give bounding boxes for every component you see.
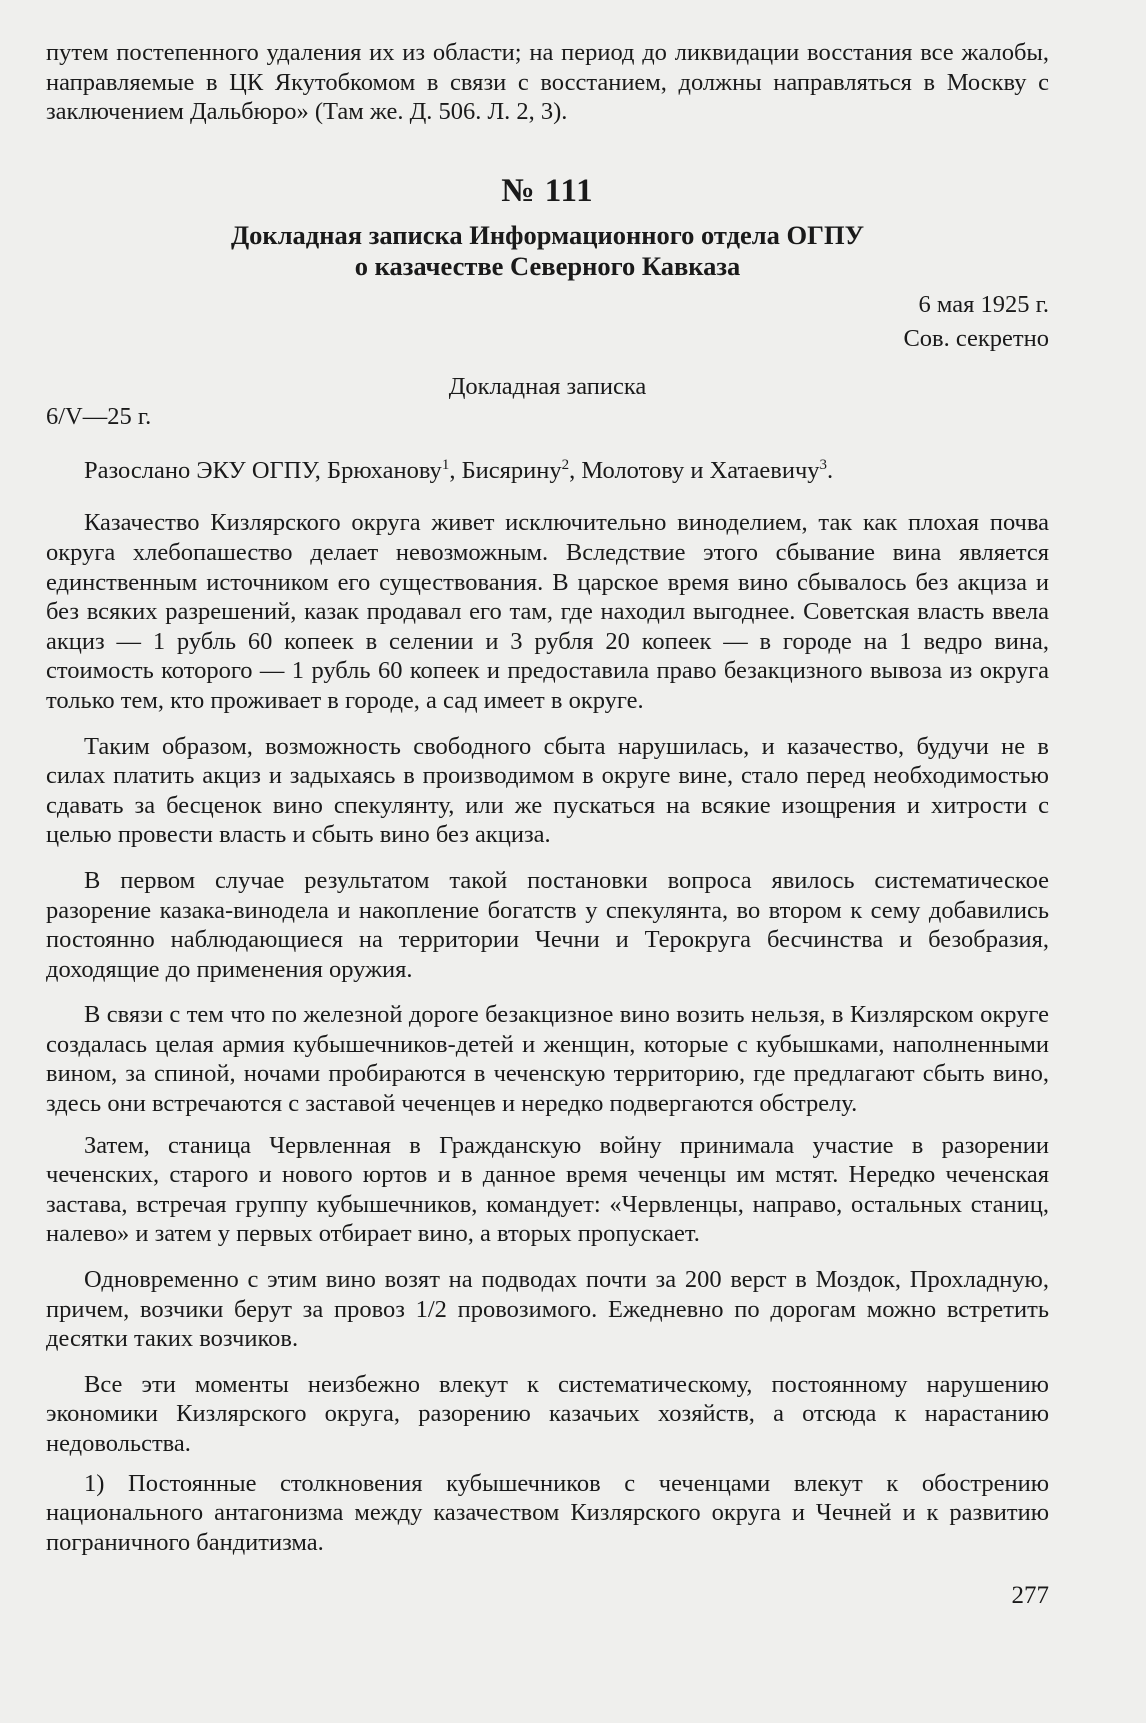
distribution-suffix: . — [827, 457, 834, 485]
distribution-prefix: Разослано ЭКУ ОГПУ, Брюханову — [84, 457, 442, 485]
paragraph: Казачество Кизлярского округа живет исключительно виноделием, так как плохая почва округа хлебопашество делает невозможным. Вследствие этого сбывание вина является единственным источником его существования. В царское время вино сбывалось без акциза и без всяких разрешений, казак продавал его там, где находил выгоднее. Советская власть ввела акциз — 1 рубль 60 копеек в селении и 3 рубля 20 копеек — в городе на 1 ведро вина, стоимость которого — 1 рубль 60 копеек и предоставила право безакцизного вывоза из округа только тем, кто проживает в городе, а сад имеет в округе. — [46, 509, 1049, 714]
distribution-mid-2: , Молотову и Хатаевичу — [569, 457, 820, 485]
paragraph: В первом случае результатом такой постановки вопроса явилось систематическое разорение казака-винодела и накопление богатств у спекулянта, во втором к сему добавились постоянно наблюдающиеся на территории Чечни и Терокруга бесчинства и безобразия, доходящие до применения оружия. — [46, 866, 1049, 983]
document-title — [46, 220, 1049, 282]
paragraph: Таким образом, возможность свободного сбыта нарушилась, и казачество, будучи не в силах платить акциз и задыхаясь в производимом в округе вине, стало перед необходимостью сдавать за бесценок вино спекулянту, или же пускаться на всякие изощрения и хитрости с целью провести власть и сбыть вино без акциза. — [46, 732, 1049, 849]
document-number: № 111 — [501, 172, 594, 209]
subtitle: Докладная записка — [448, 373, 647, 401]
short-date: 6/V—25 г. — [46, 403, 152, 431]
secrecy-stamp: Сов. секретно — [903, 325, 1049, 353]
footnote-ref-2: 2 — [561, 457, 570, 474]
document-title-line-2: о казачестве Северного Кавказа — [354, 251, 741, 282]
footnote-ref-3: 3 — [819, 457, 828, 474]
document-date: 6 мая 1925 г. — [918, 291, 1049, 319]
paragraph: Затем, станица Червленная в Гражданскую войну принимала участие в разорении чеченских, старого и нового юртов и в данное время чеченцы им мстят. Нередко чеченская застава, встречая группу кубышечников, командует: «Червленцы, направо, остальных станиц, налево» и затем у первых отбирает вино, а вторых пропускает. — [46, 1131, 1049, 1248]
paragraph: Одновременно с этим вино возят на подводах почти за 200 верст в Моздок, Прохладную, причем, возчики берут за провоз 1/2 провозимого. Ежедневно по дорогам можно встретить десятки таких возчиков. — [46, 1266, 1049, 1353]
page-number: 277 — [1011, 1582, 1049, 1609]
footnote-ref-1: 1 — [441, 457, 450, 474]
distribution-mid-1: , Бисярину — [449, 457, 562, 485]
paragraph: Все эти моменты неизбежно влекут к систематическому, постоянному нарушению экономики Кизлярского округа, разорению казачьих хозяйств, а отсюда к нарастанию недовольства. — [46, 1370, 1049, 1457]
distribution-list — [46, 456, 1049, 486]
paragraph: 1) Постоянные столкновения кубышечников с чеченцами влекут к обострению национального антагонизма между казачеством Кизлярского округа и Чечней и к развитию пограничного бандитизма. — [46, 1469, 1049, 1556]
paragraph: В связи с тем что по железной дороге безакцизное вино возить нельзя, в Кизлярском округе создалась целая армия кубышечников-детей и женщин, которые с кубышками, наполненными вином, за спиной, ночами пробираются в чеченскую территорию, где предлагают сбыть вино, здесь они встречаются с заставой чеченцев и нередко подвергаются обстрелу. — [46, 1001, 1049, 1118]
document-title-line-1: Докладная записка Информационного отдела ОГПУ — [230, 220, 865, 251]
intro-text: путем постепенного удаления их из области; на период до ликвидации восстания все жалобы, направляемые в ЦК Якутобкомом в связи с восстанием, должны направляться в Москву с заключением Дальбюро» (Там же. Д. 506. Л. 2, 3). — [46, 39, 1049, 126]
